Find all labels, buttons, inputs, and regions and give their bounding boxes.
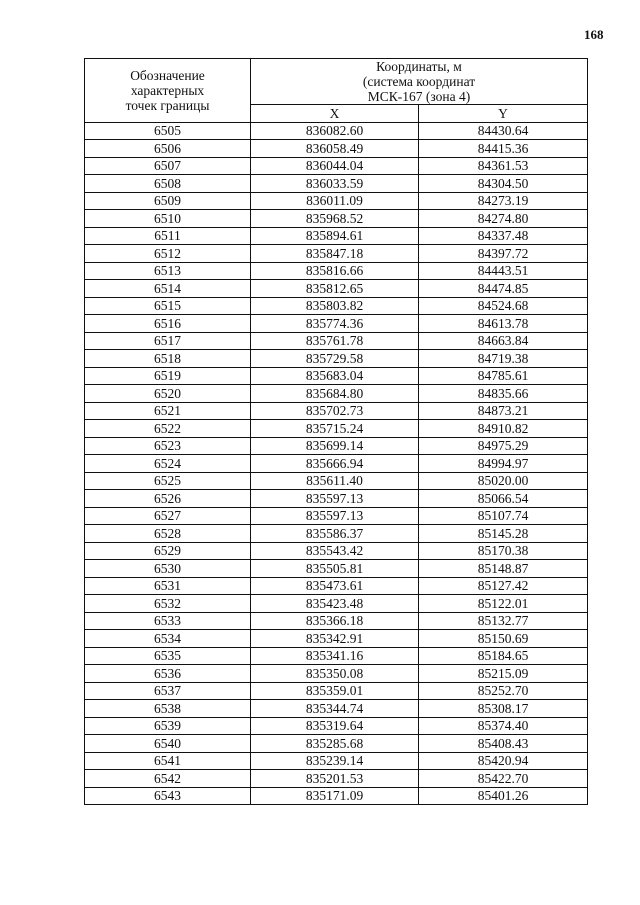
- page-number: 168: [584, 27, 604, 42]
- header-x: X: [251, 105, 419, 123]
- x-coordinate-cell: 836011.09: [251, 192, 419, 210]
- header-y: Y: [419, 105, 588, 123]
- point-cell: 6509: [85, 192, 251, 210]
- point-cell: 6520: [85, 385, 251, 403]
- point-cell: 6521: [85, 402, 251, 420]
- x-coordinate-cell: 835285.68: [251, 735, 419, 753]
- x-coordinate-cell: 835666.94: [251, 455, 419, 473]
- x-coordinate-cell: 835505.81: [251, 560, 419, 578]
- y-coordinate-cell: 85401.26: [419, 787, 588, 805]
- point-cell: 6533: [85, 612, 251, 630]
- point-cell: 6515: [85, 297, 251, 315]
- x-coordinate-cell: 835341.16: [251, 647, 419, 665]
- point-cell: 6539: [85, 717, 251, 735]
- x-coordinate-cell: 835350.08: [251, 665, 419, 683]
- x-coordinate-cell: 835239.14: [251, 752, 419, 770]
- table-row: [85, 367, 588, 385]
- table-row: [85, 542, 588, 560]
- point-cell: 6526: [85, 490, 251, 508]
- table-row: [85, 227, 588, 245]
- point-cell: 6532: [85, 595, 251, 613]
- x-coordinate-cell: 835774.36: [251, 315, 419, 333]
- table-body: [85, 122, 588, 805]
- x-coordinate-cell: 835683.04: [251, 367, 419, 385]
- x-coordinate-cell: 835586.37: [251, 525, 419, 543]
- point-cell: 6517: [85, 332, 251, 350]
- table-row: [85, 315, 588, 333]
- y-coordinate-cell: 85422.70: [419, 770, 588, 788]
- x-coordinate-cell: 835761.78: [251, 332, 419, 350]
- y-coordinate-cell: 85252.70: [419, 682, 588, 700]
- table-row: [85, 700, 588, 718]
- table-row: [85, 472, 588, 490]
- point-cell: 6531: [85, 577, 251, 595]
- point-cell: 6525: [85, 472, 251, 490]
- y-coordinate-cell: 84613.78: [419, 315, 588, 333]
- y-coordinate-cell: 84397.72: [419, 245, 588, 263]
- x-coordinate-cell: 835611.40: [251, 472, 419, 490]
- y-coordinate-cell: 84430.64: [419, 122, 588, 140]
- point-cell: 6540: [85, 735, 251, 753]
- header-coordinates-line: МСК-167 (зона 4): [367, 89, 471, 104]
- header-designation-line: характерных: [130, 82, 205, 98]
- y-coordinate-cell: 85122.01: [419, 595, 588, 613]
- x-coordinate-cell: 835597.13: [251, 507, 419, 525]
- y-coordinate-cell: 84415.36: [419, 140, 588, 158]
- table-row: [85, 332, 588, 350]
- x-coordinate-cell: 835702.73: [251, 402, 419, 420]
- table-row: [85, 682, 588, 700]
- table-row: [85, 787, 588, 805]
- x-coordinate-cell: 835968.52: [251, 210, 419, 228]
- y-coordinate-cell: 85145.28: [419, 525, 588, 543]
- table-row: [85, 245, 588, 263]
- table-row: [85, 280, 588, 298]
- point-cell: 6519: [85, 367, 251, 385]
- table-row: [85, 122, 588, 140]
- table-row: [85, 770, 588, 788]
- point-cell: 6516: [85, 315, 251, 333]
- y-coordinate-cell: 85170.38: [419, 542, 588, 560]
- point-cell: 6512: [85, 245, 251, 263]
- table-row: [85, 595, 588, 613]
- x-coordinate-cell: 835366.18: [251, 612, 419, 630]
- point-cell: 6536: [85, 665, 251, 683]
- point-cell: 6510: [85, 210, 251, 228]
- table-row: [85, 402, 588, 420]
- table-row: [85, 385, 588, 403]
- table-row: [85, 612, 588, 630]
- x-coordinate-cell: 835359.01: [251, 682, 419, 700]
- header-coordinates-line: Координаты, м: [376, 59, 462, 74]
- point-cell: 6528: [85, 525, 251, 543]
- table-row: [85, 262, 588, 280]
- x-coordinate-cell: 835473.61: [251, 577, 419, 595]
- x-coordinate-cell: 835729.58: [251, 350, 419, 368]
- point-cell: 6535: [85, 647, 251, 665]
- y-coordinate-cell: 84835.66: [419, 385, 588, 403]
- y-coordinate-cell: 85150.69: [419, 630, 588, 648]
- point-cell: 6514: [85, 280, 251, 298]
- point-cell: 6508: [85, 175, 251, 193]
- table-row: [85, 507, 588, 525]
- y-coordinate-cell: 84273.19: [419, 192, 588, 210]
- y-coordinate-cell: 85066.54: [419, 490, 588, 508]
- table-row: [85, 752, 588, 770]
- x-coordinate-cell: 835894.61: [251, 227, 419, 245]
- point-cell: 6537: [85, 682, 251, 700]
- point-cell: 6518: [85, 350, 251, 368]
- x-coordinate-cell: 836058.49: [251, 140, 419, 158]
- table-row: [85, 210, 588, 228]
- point-cell: 6511: [85, 227, 251, 245]
- y-coordinate-cell: 85107.74: [419, 507, 588, 525]
- point-cell: 6513: [85, 262, 251, 280]
- x-coordinate-cell: 835171.09: [251, 787, 419, 805]
- x-coordinate-cell: 835344.74: [251, 700, 419, 718]
- table-row: [85, 140, 588, 158]
- table-row: [85, 157, 588, 175]
- y-coordinate-cell: 85215.09: [419, 665, 588, 683]
- point-cell: 6522: [85, 420, 251, 438]
- y-coordinate-cell: 85184.65: [419, 647, 588, 665]
- table-row: [85, 437, 588, 455]
- point-cell: 6529: [85, 542, 251, 560]
- table-row: [85, 630, 588, 648]
- point-cell: 6534: [85, 630, 251, 648]
- y-coordinate-cell: 85374.40: [419, 717, 588, 735]
- table-row: [85, 717, 588, 735]
- x-coordinate-cell: 835847.18: [251, 245, 419, 263]
- y-coordinate-cell: 84443.51: [419, 262, 588, 280]
- header-coordinates: [251, 59, 588, 105]
- x-coordinate-cell: 835816.66: [251, 262, 419, 280]
- x-coordinate-cell: 835699.14: [251, 437, 419, 455]
- point-cell: 6507: [85, 157, 251, 175]
- table-row: [85, 560, 588, 578]
- point-cell: 6524: [85, 455, 251, 473]
- y-coordinate-cell: 85132.77: [419, 612, 588, 630]
- y-coordinate-cell: 85308.17: [419, 700, 588, 718]
- y-coordinate-cell: 84975.29: [419, 437, 588, 455]
- point-cell: 6530: [85, 560, 251, 578]
- y-coordinate-cell: 84474.85: [419, 280, 588, 298]
- point-cell: 6506: [85, 140, 251, 158]
- x-coordinate-cell: 836082.60: [251, 122, 419, 140]
- y-coordinate-cell: 85420.94: [419, 752, 588, 770]
- y-coordinate-cell: 84361.53: [419, 157, 588, 175]
- x-coordinate-cell: 835423.48: [251, 595, 419, 613]
- y-coordinate-cell: 84304.50: [419, 175, 588, 193]
- y-coordinate-cell: 84719.38: [419, 350, 588, 368]
- table-row: [85, 192, 588, 210]
- x-coordinate-cell: 835715.24: [251, 420, 419, 438]
- y-coordinate-cell: 85020.00: [419, 472, 588, 490]
- x-coordinate-cell: 835543.42: [251, 542, 419, 560]
- y-coordinate-cell: 84873.21: [419, 402, 588, 420]
- table-row: [85, 297, 588, 315]
- header-designation-line: точек границы: [125, 97, 210, 113]
- x-coordinate-cell: 835812.65: [251, 280, 419, 298]
- x-coordinate-cell: 835803.82: [251, 297, 419, 315]
- point-cell: 6541: [85, 752, 251, 770]
- y-coordinate-cell: 85148.87: [419, 560, 588, 578]
- point-cell: 6527: [85, 507, 251, 525]
- header-designation-line: Обозначение: [130, 67, 205, 83]
- coordinates-table: [84, 58, 588, 805]
- point-cell: 6543: [85, 787, 251, 805]
- table-row: [85, 350, 588, 368]
- y-coordinate-cell: 84910.82: [419, 420, 588, 438]
- x-coordinate-cell: 835342.91: [251, 630, 419, 648]
- y-coordinate-cell: 84274.80: [419, 210, 588, 228]
- point-cell: 6538: [85, 700, 251, 718]
- header-row: [85, 59, 588, 105]
- y-coordinate-cell: 85408.43: [419, 735, 588, 753]
- point-cell: 6523: [85, 437, 251, 455]
- point-cell: 6542: [85, 770, 251, 788]
- table-row: [85, 577, 588, 595]
- y-coordinate-cell: 84994.97: [419, 455, 588, 473]
- y-coordinate-cell: 84785.61: [419, 367, 588, 385]
- x-coordinate-cell: 835319.64: [251, 717, 419, 735]
- x-coordinate-cell: 836033.59: [251, 175, 419, 193]
- header-coordinates-line: (система координат: [362, 74, 476, 89]
- header-point-designation: [85, 59, 251, 123]
- table-row: [85, 525, 588, 543]
- table-row: [85, 175, 588, 193]
- x-coordinate-cell: 835684.80: [251, 385, 419, 403]
- x-coordinate-cell: 835597.13: [251, 490, 419, 508]
- y-coordinate-cell: 84524.68: [419, 297, 588, 315]
- table-row: [85, 490, 588, 508]
- table-row: [85, 455, 588, 473]
- table-row: [85, 735, 588, 753]
- table-row: [85, 647, 588, 665]
- point-cell: 6505: [85, 122, 251, 140]
- x-coordinate-cell: 835201.53: [251, 770, 419, 788]
- y-coordinate-cell: 85127.42: [419, 577, 588, 595]
- table-row: [85, 420, 588, 438]
- y-coordinate-cell: 84663.84: [419, 332, 588, 350]
- table-row: [85, 665, 588, 683]
- x-coordinate-cell: 836044.04: [251, 157, 419, 175]
- y-coordinate-cell: 84337.48: [419, 227, 588, 245]
